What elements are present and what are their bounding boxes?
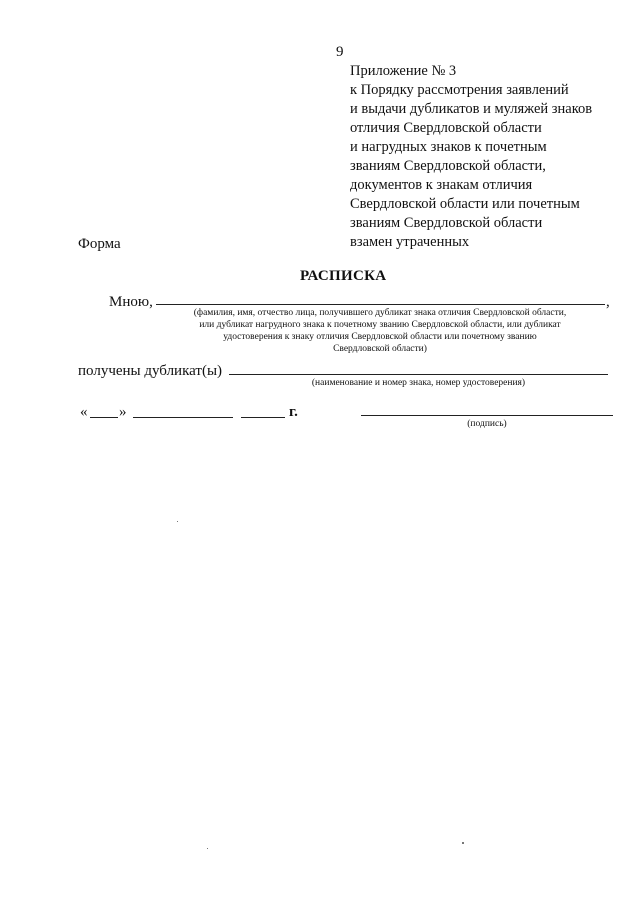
appendix-line: Приложение № 3 [350, 63, 457, 79]
date-month-field[interactable] [133, 417, 233, 418]
appendix-line: взамен утраченных [350, 234, 470, 250]
scan-speck [462, 842, 464, 844]
appendix-line: званиям Свердловской области, [350, 158, 546, 174]
signature-hint: (подпись) [467, 419, 507, 429]
appendix-line: и нагрудных знаков к почетным [350, 139, 547, 155]
appendix-line: отличия Свердловской области [350, 120, 542, 136]
date-open-quote: « [80, 404, 88, 420]
appendix-line: Свердловской области или почетным [350, 196, 580, 212]
recipient-hint-line: удостоверения к знаку отличия Свердловской области или почетному званию [223, 332, 537, 342]
date-day-field[interactable] [90, 417, 118, 418]
scan-speck [177, 521, 178, 522]
recipient-hint-line: или дубликат нагрудного знака к почетному званию Свердловской области, или дубликат [199, 320, 561, 330]
appendix-line: званиям Свердловской области [350, 215, 543, 231]
recipient-hint-line: Свердловской области) [333, 344, 427, 354]
recipient-hint [150, 307, 610, 355]
appendix-line: к Порядку рассмотрения заявлений [350, 82, 569, 98]
appendix-line: и выдачи дубликатов и муляжей знаков [350, 101, 593, 117]
document-title: РАСПИСКА [300, 268, 387, 284]
recipient-name-field[interactable] [156, 304, 605, 305]
appendix-line: документов к знакам отличия [350, 177, 533, 193]
form-label: Форма [78, 236, 121, 252]
date-year-suffix: г. [289, 404, 298, 420]
recipient-trailing-comma: , [606, 294, 610, 310]
date-close-quote: » [119, 404, 127, 420]
recipient-hint-line: (фамилия, имя, отчество лица, получившего дубликат знака отличия Свердловской области, [193, 308, 567, 318]
received-hint: (наименование и номер знака, номер удостоверения) [311, 378, 526, 388]
signature-field[interactable] [361, 415, 613, 416]
appendix-header [350, 62, 592, 252]
received-items-field[interactable] [229, 374, 608, 375]
received-label: получены дубликат(ы) [78, 363, 223, 379]
page-number: 9 [336, 44, 344, 60]
scan-speck [207, 848, 208, 849]
recipient-label: Мною, [109, 294, 153, 310]
date-year-field[interactable] [241, 417, 285, 418]
